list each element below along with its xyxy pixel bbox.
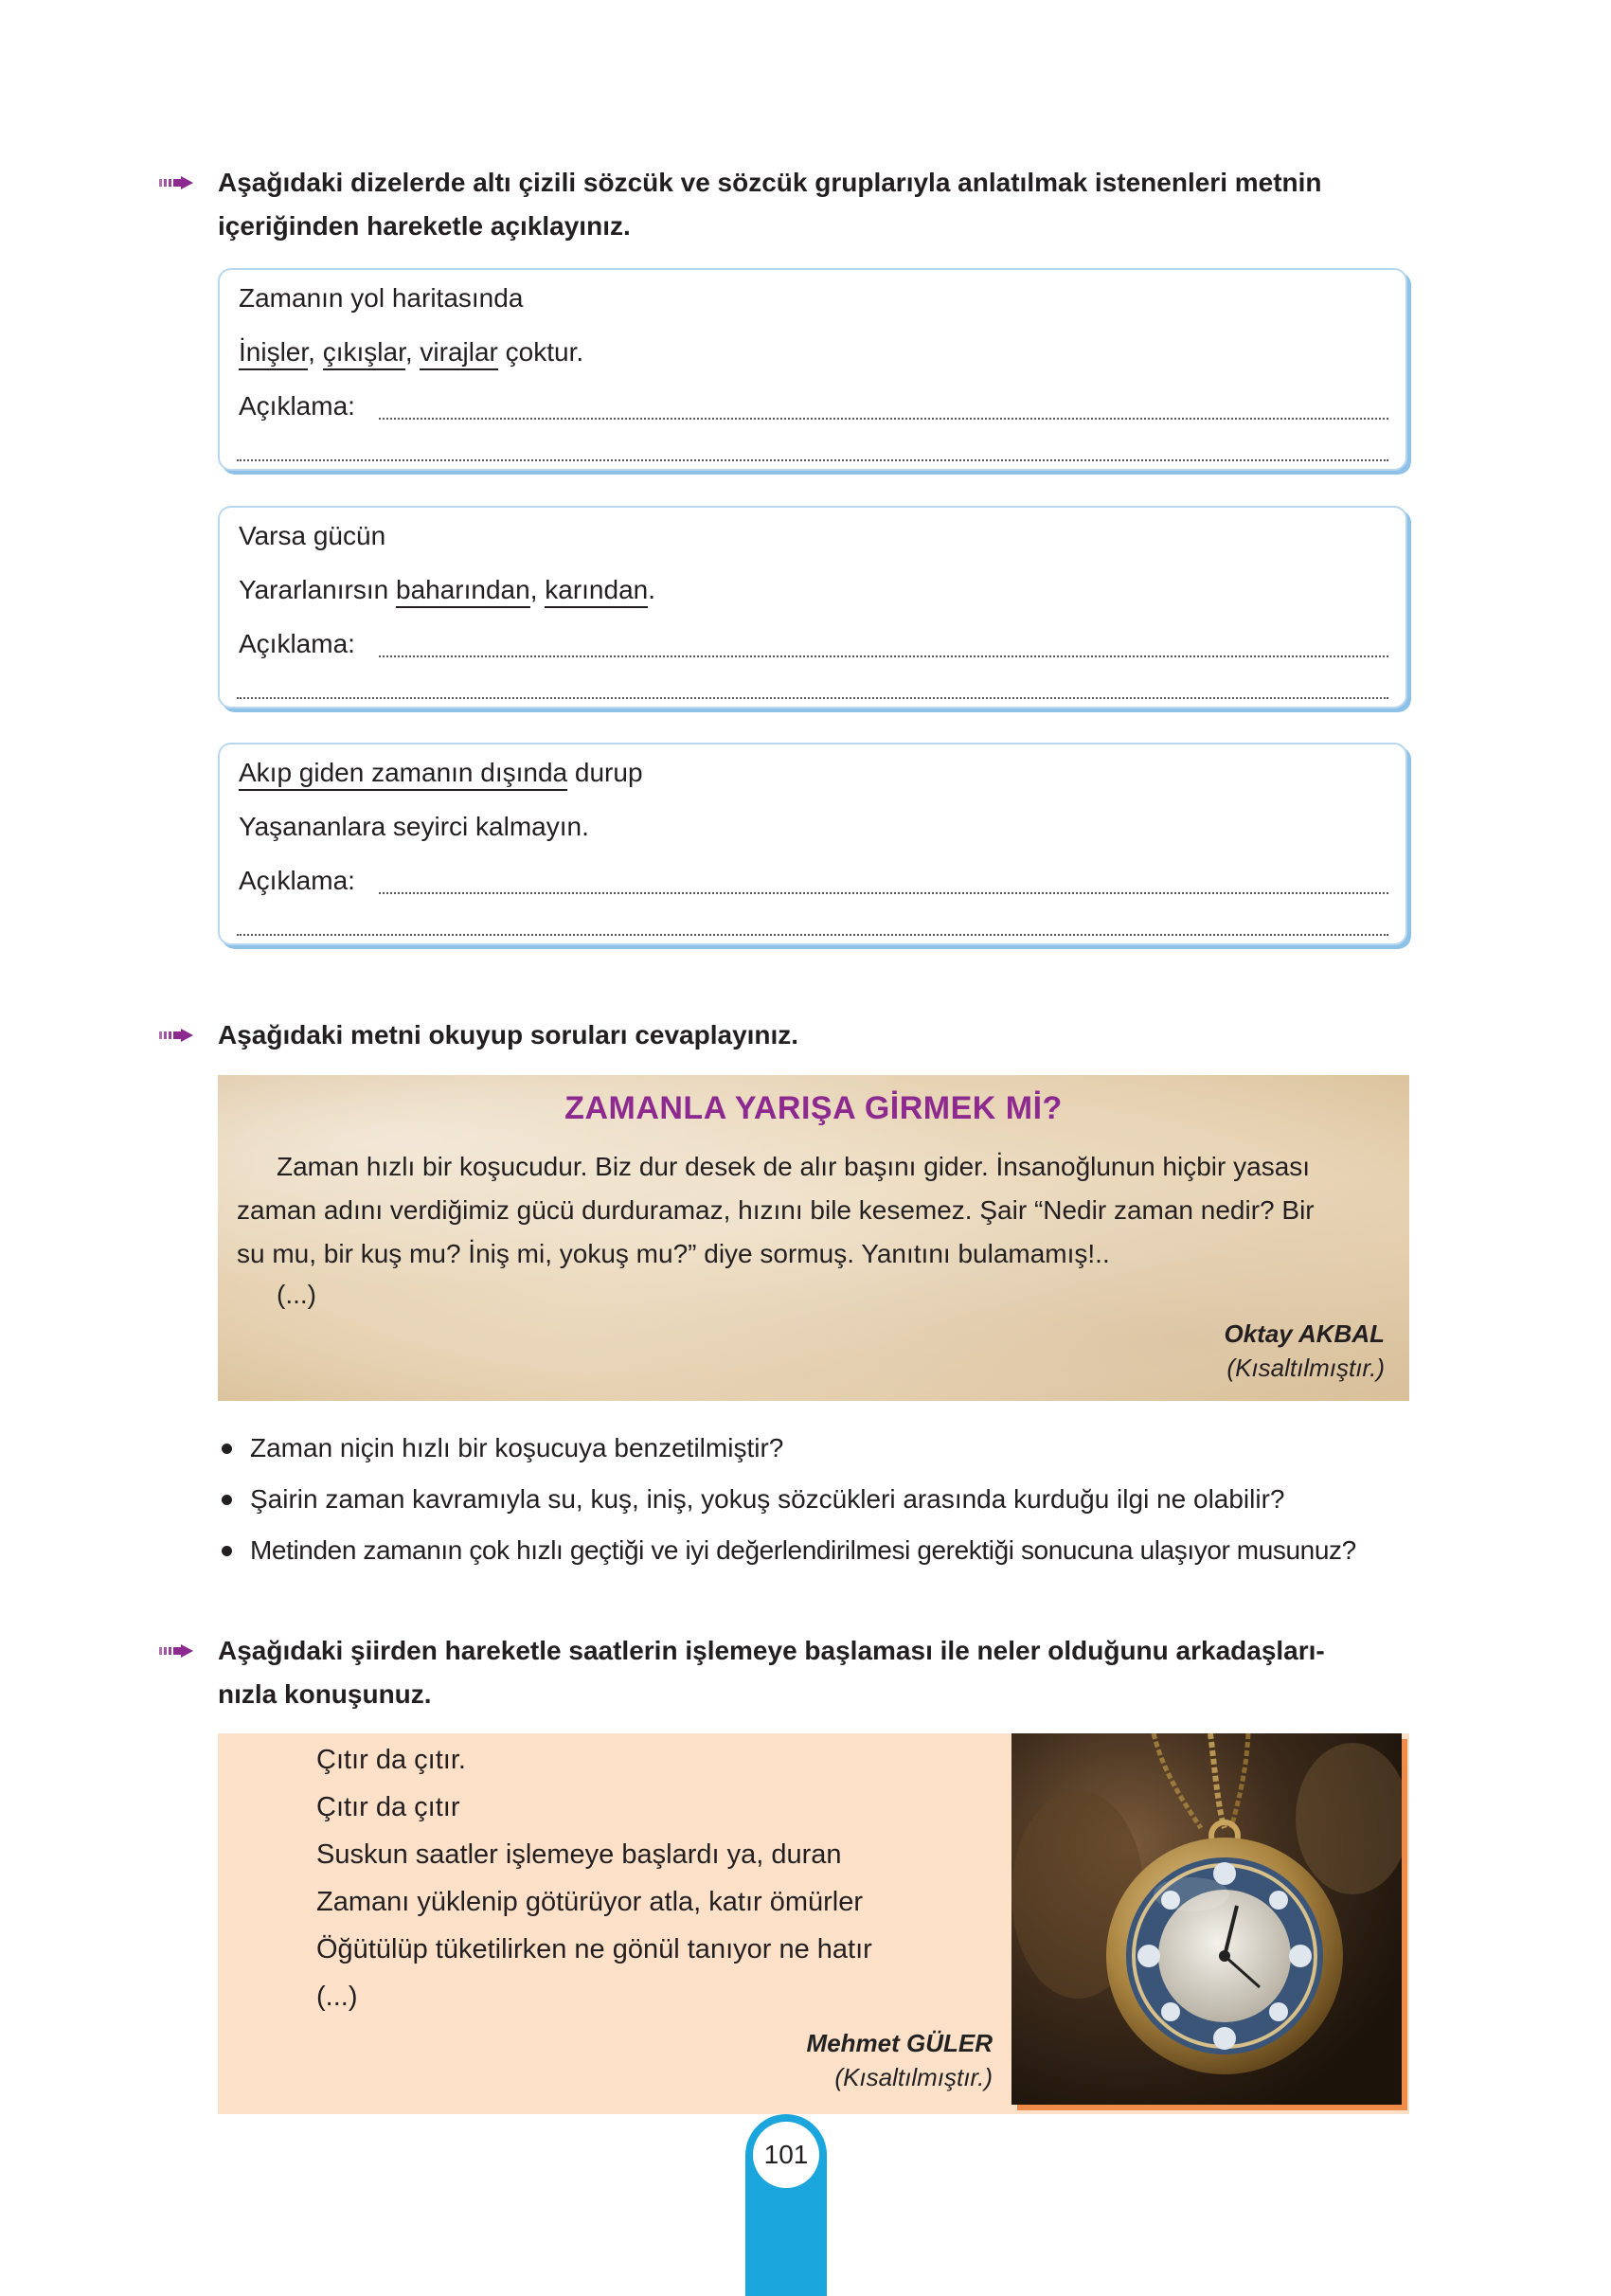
question-text: Şairin zaman kavramıyla su, kuş, iniş, yokuş sözcükleri arasında kurduğu ilgi ne olabilir? xyxy=(250,1484,1285,1514)
verse-line xyxy=(239,337,583,368)
passage-line: zaman adını verdiğimiz gücü durduramaz, hızını bile kesemez. Şair “Nedir zaman nedir? Bir xyxy=(237,1195,1315,1225)
passage-author: Oktay AKBAL xyxy=(1224,1319,1385,1348)
verse-box-1 xyxy=(218,268,1407,471)
page-number-tab xyxy=(745,2114,827,2296)
bullet-icon xyxy=(222,1546,232,1556)
verse-box-3 xyxy=(218,743,1407,945)
poem-line: Çıtır da çıtır. xyxy=(316,1745,466,1775)
question-item xyxy=(218,1423,1421,1474)
pocket-watch-photo xyxy=(1011,1733,1402,2105)
verse-box-2 xyxy=(218,506,1407,709)
verse-fragment: , xyxy=(529,575,546,604)
verse-fragment: Yararlanırsın xyxy=(239,575,396,604)
question-list xyxy=(218,1423,1421,1576)
poem-line: Öğütülüp tüketilirken ne gönül tanıyor ne hatır xyxy=(316,1934,872,1964)
explanation-label: Açıklama: xyxy=(239,866,355,895)
instruction-text-line2: nızla konuşunuz. xyxy=(218,1679,432,1709)
poem-line: Çıtır da çıtır xyxy=(316,1792,460,1822)
instruction-text-line1: Aşağıdaki dizelerde altı çizili sözcük ve sözcük gruplarıyla anlatılmak istenenleri metnin xyxy=(218,168,1322,197)
instruction-text: Aşağıdaki metni okuyup soruları cevaplayınız. xyxy=(218,1020,799,1049)
passage-title: ZAMANLA YARIŞA GİRMEK Mİ? xyxy=(564,1090,1063,1126)
verse-line: Yaşananlara seyirci kalmayın. xyxy=(239,812,589,841)
explanation-answer-line[interactable] xyxy=(379,655,1388,657)
underlined-word: karından xyxy=(545,575,648,608)
arrow-right-icon xyxy=(159,1029,193,1042)
page-number: 101 xyxy=(753,2122,819,2188)
poem-note: (Kısaltılmıştır.) xyxy=(834,2063,993,2091)
poem-author: Mehmet GÜLER xyxy=(806,2029,993,2057)
reading-passage xyxy=(218,1075,1409,1401)
question-item xyxy=(218,1474,1421,1525)
explanation-answer-line[interactable] xyxy=(379,892,1388,894)
question-item xyxy=(218,1525,1421,1576)
arrow-right-icon xyxy=(159,176,193,189)
bullet-icon xyxy=(222,1444,232,1454)
underlined-word: İnişler xyxy=(239,337,308,370)
explanation-answer-line[interactable] xyxy=(237,934,1388,936)
instruction-3 xyxy=(161,1629,1411,1716)
verse-fragment: durup xyxy=(567,758,643,787)
bullet-icon xyxy=(222,1495,232,1505)
instruction-text-line1: Aşağıdaki şiirden hareketle saatlerin işlemeye başlaması ile neler olduğunu arkadaşları- xyxy=(218,1636,1325,1665)
explanation-label: Açıklama: xyxy=(239,391,355,421)
passage-line: Zaman hızlı bir koşucudur. Biz dur desek de alır başını gider. İnsanoğlunun hiçbir yasası xyxy=(277,1152,1311,1181)
passage-line: su mu, bir kuş mu? İniş mi, yokuş mu?” diye sormuş. Yanıtını bulamamış!.. xyxy=(237,1239,1110,1268)
verse-fragment: çoktur. xyxy=(497,337,584,367)
poem-line: Suskun saatler işlemeye başlardı ya, duran xyxy=(316,1839,842,1870)
instruction-1 xyxy=(161,161,1411,248)
verse-fragment: , xyxy=(308,337,323,367)
verse-line: Varsa gücün xyxy=(239,521,386,550)
arrow-right-icon xyxy=(159,1644,193,1658)
verse-line xyxy=(239,758,643,788)
explanation-answer-line[interactable] xyxy=(379,418,1388,420)
verse-line xyxy=(239,575,655,605)
passage-note: (Kısaltılmıştır.) xyxy=(1226,1354,1385,1382)
verse-fragment: . xyxy=(648,575,655,604)
underlined-word: baharından xyxy=(396,575,530,608)
passage-ellipsis: (...) xyxy=(277,1280,316,1309)
instruction-text-line2: içeriğinden hareketle açıklayınız. xyxy=(218,211,631,241)
poem-line: Zamanı yüklenip götürüyor atla, katır ömürler xyxy=(316,1887,864,1917)
explanation-answer-line[interactable] xyxy=(237,459,1388,461)
verse-fragment: , xyxy=(404,337,421,367)
explanation-answer-line[interactable] xyxy=(237,697,1388,699)
underlined-word: çıkışlar xyxy=(323,337,405,370)
question-text: Zaman niçin hızlı bir koşucuya benzetilmiştir? xyxy=(250,1433,784,1462)
explanation-label: Açıklama: xyxy=(239,629,355,658)
underlined-word: Akıp giden zamanın dışında xyxy=(239,758,567,791)
passage-body xyxy=(237,1145,1315,1276)
pocket-watch-icon xyxy=(1011,1733,1402,2105)
question-text: Metinden zamanın çok hızlı geçtiği ve iyi değerlendirilmesi gerektiği sonucuna ulaşıyor musunuz? xyxy=(250,1535,1356,1565)
verse-line: Zamanın yol haritasında xyxy=(239,283,524,313)
poem-line: (...) xyxy=(316,1982,358,2012)
instruction-2 xyxy=(161,1013,1411,1057)
underlined-word: virajlar xyxy=(420,337,497,370)
